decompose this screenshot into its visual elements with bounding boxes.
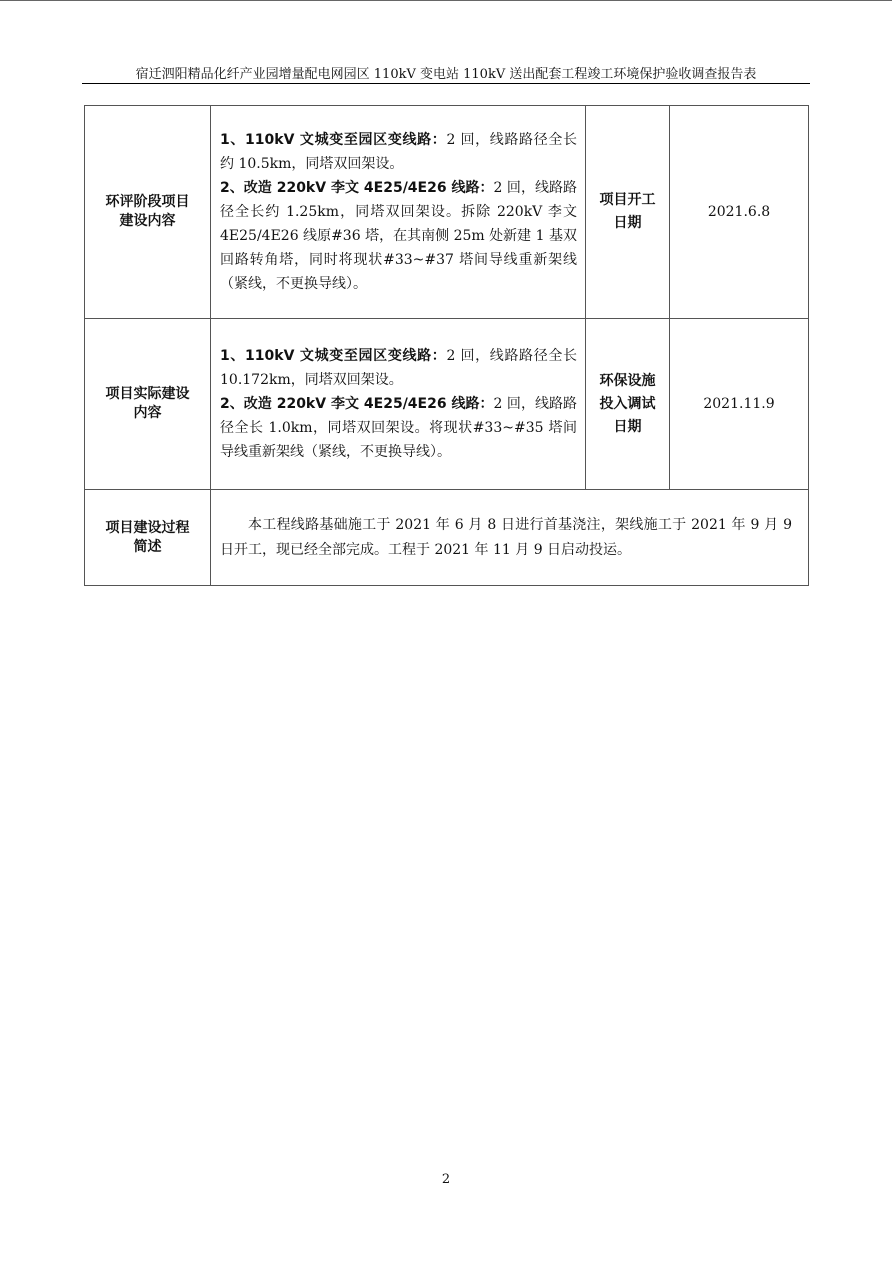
report-table (84, 105, 809, 586)
label-start-date (586, 106, 670, 319)
planned-content-cell (211, 106, 586, 319)
item-text: 2 回，线路路径全长 10.172km，同塔双回架设。 (220, 348, 577, 388)
table-row-planned-content (85, 106, 809, 319)
label-commission-date (586, 319, 670, 490)
actual-item-1 (220, 344, 577, 392)
table-row-actual-content (85, 319, 809, 490)
item-text: 2 回，线路路径全长约 1.25km，同塔双回架设。拆除 220kV 李文 4E25/4E26 线原#36 塔，在其南侧 25m 处新建 1 基双回路转角塔，同时将现状#33~#37 塔间导线重新架线（紧线，不更换导线）。 (220, 180, 577, 292)
page-number: 2 (441, 1172, 451, 1187)
actual-item-2 (220, 392, 577, 464)
label-line: 项目开工 (599, 192, 656, 208)
header-rule (82, 83, 810, 84)
label-planned-content (85, 106, 211, 319)
start-date-value: 2021.6.8 (670, 106, 809, 319)
label-line: 内容 (133, 405, 162, 421)
document-header-title: 宿迁泗阳精品化纤产业园增量配电网园区 110kV 变电站 110kV 送出配套工程竣工环境保护验收调查报告表 (135, 67, 757, 82)
label-line: 环保设施 (599, 372, 656, 389)
item-text: 2 回，线路路径全长 1.0km，同塔双回架设。将现状#33~#35 塔间导线重新架线（紧线，不更换导线）。 (220, 396, 577, 460)
label-line: 项目实际建设 (105, 386, 190, 402)
label-line: 简述 (133, 538, 162, 555)
item-heading: 1、110kV 文城变至园区变线路： (220, 348, 447, 364)
item-heading: 1、110kV 文城变至园区变线路： (220, 132, 447, 148)
process-summary-text: 本工程线路基础施工于 2021 年 6 月 8 日进行首基浇注，架线施工于 2021 年 9 月 9 日开工，现已经全部完成。工程于 2021 年 11 月 9 日启动投运。 (211, 490, 809, 586)
label-actual-content (85, 319, 211, 490)
label-line: 投入调试 (599, 395, 656, 412)
commission-date-value: 2021.11.9 (670, 319, 809, 490)
label-line: 日期 (613, 215, 642, 231)
label-line: 项目建设过程 (105, 519, 190, 536)
label-process-summary (85, 490, 211, 586)
actual-content-cell (211, 319, 586, 490)
item-heading: 2、改造 220kV 李文 4E25/4E26 线路： (220, 396, 494, 412)
page-top-border (0, 0, 892, 1)
item-text: 2 回，线路路径全长约 10.5km，同塔双回架设。 (220, 132, 577, 172)
planned-item-1 (220, 128, 577, 176)
label-line: 建设内容 (119, 213, 176, 229)
item-heading: 2、改造 220kV 李文 4E25/4E26 线路： (220, 180, 494, 196)
label-line: 日期 (613, 418, 642, 435)
table-row-process-summary (85, 490, 809, 586)
label-line: 环评阶段项目 (105, 194, 190, 210)
planned-item-2 (220, 176, 577, 296)
